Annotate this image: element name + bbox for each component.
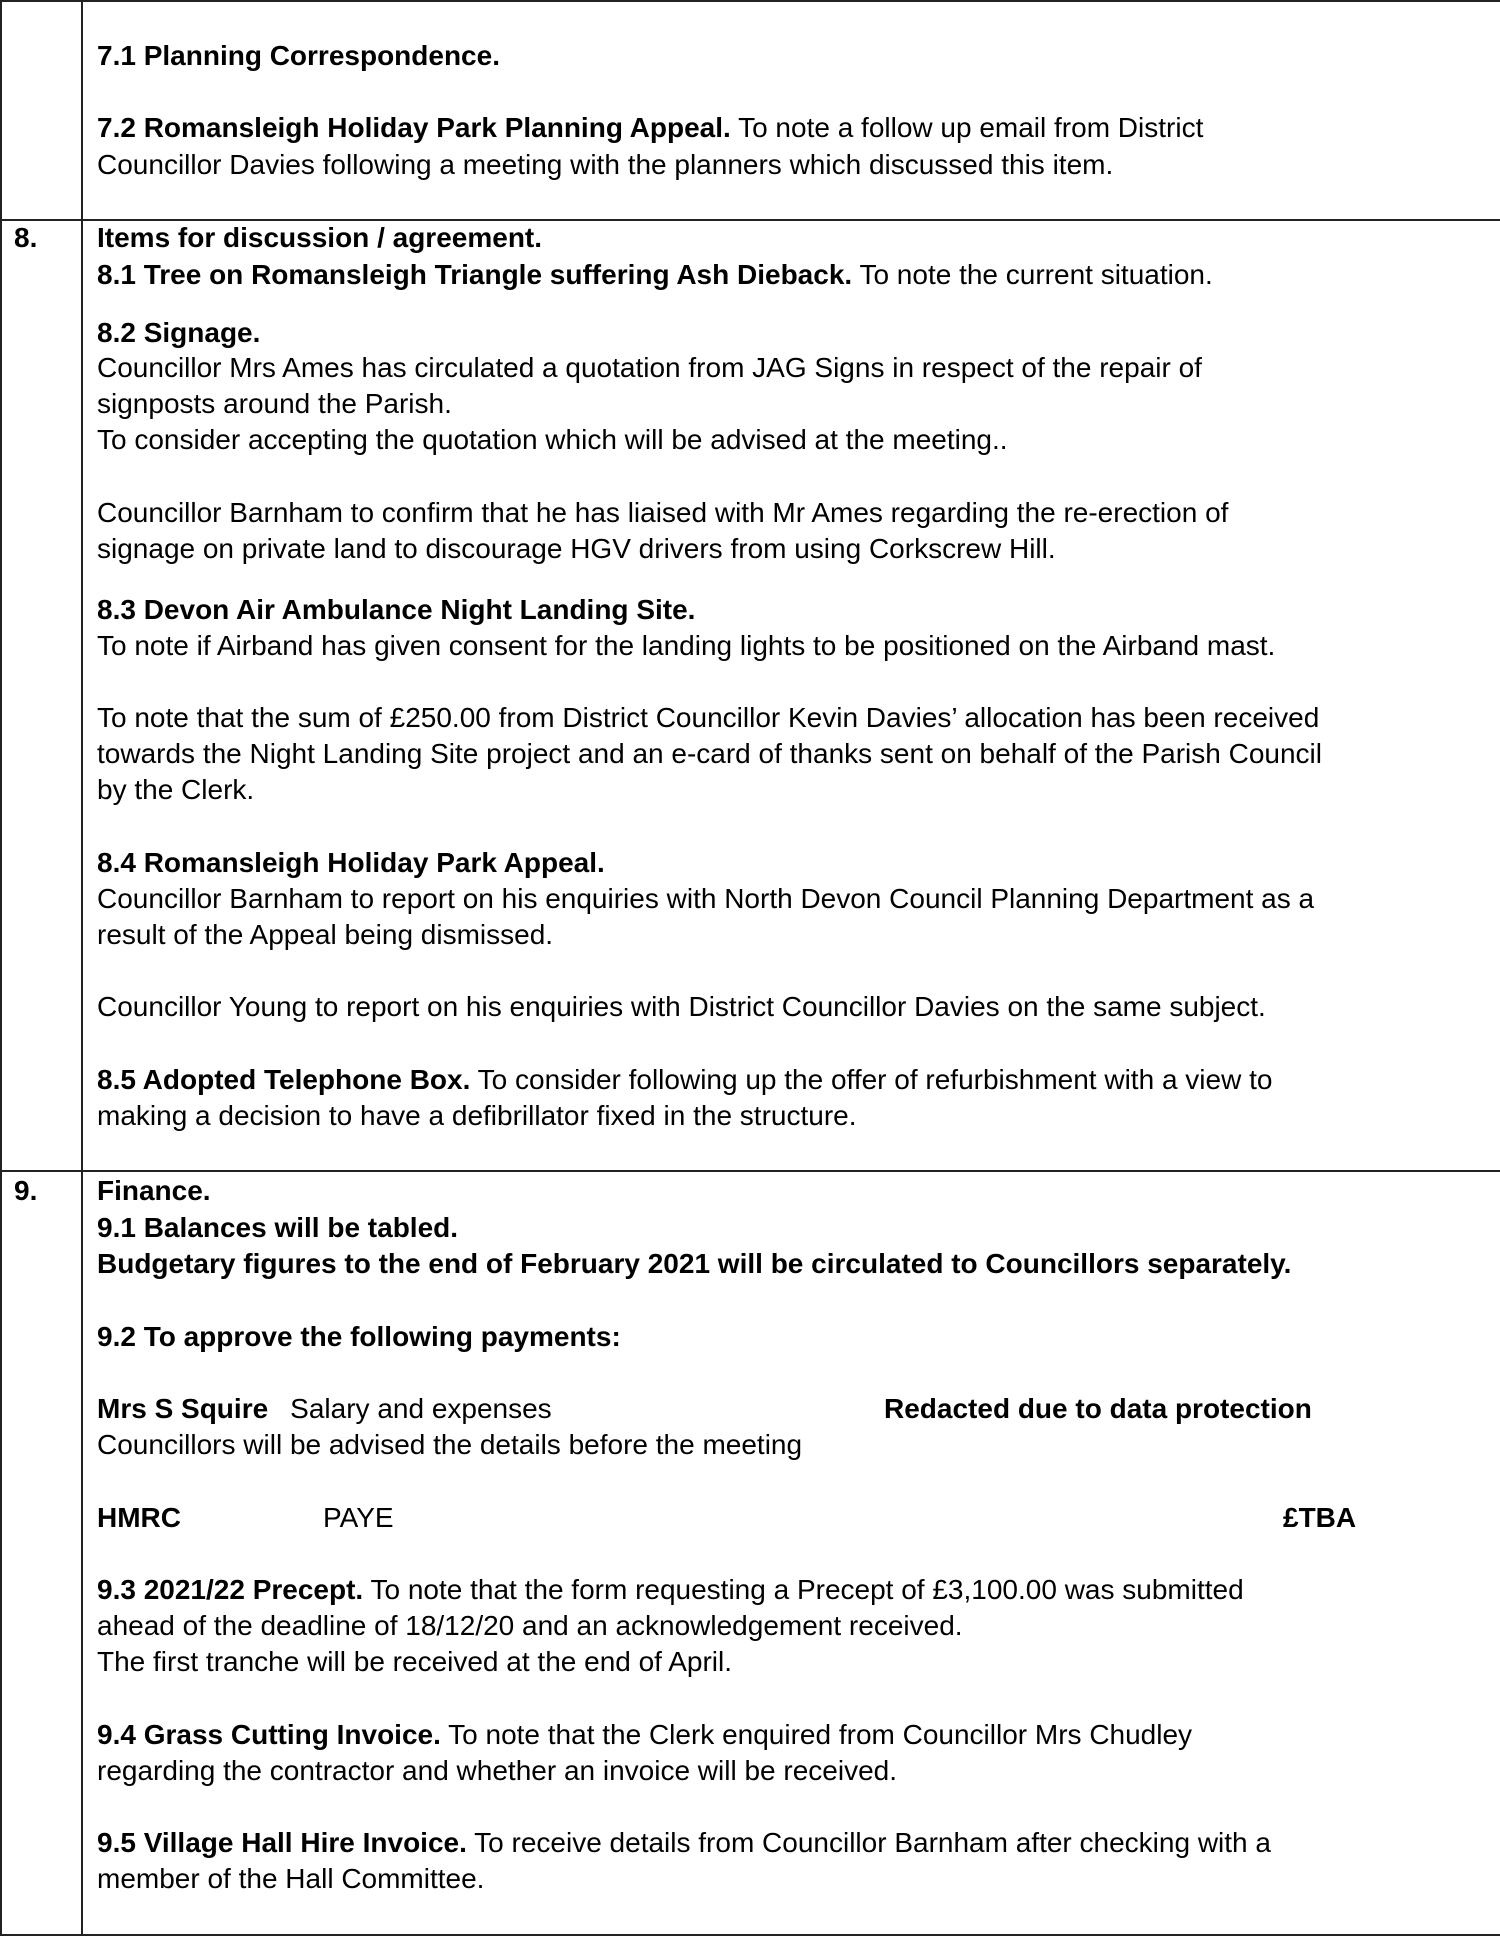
item-9-3: 9.3 2021/22 Precept. To note that the form requesting a Precept of £3,100.00 was submitted [97, 1574, 1244, 1605]
item-7-2-title: 7.2 Romansleigh Holiday Park Planning Appeal. [97, 112, 731, 143]
item-8-3-title: 8.3 Devon Air Ambulance Night Landing Site. [97, 594, 696, 625]
section-8-number: 8. [14, 222, 38, 253]
item-8-2-line: Councillor Mrs Ames has circulated a quotation from JAG Signs in respect of the repair of [97, 352, 1202, 383]
payment-note: Councillors will be advised the details before the meeting [97, 1429, 803, 1460]
item-8-3-line: towards the Night Landing Site project and an e-card of thanks sent on behalf of the Parish Council [97, 738, 1322, 769]
item-8-3-line: by the Clerk. [97, 774, 255, 805]
item-8-4-line: Councillor Young to report on his enquiries with District Councillor Davies on the same subject. [97, 991, 1266, 1022]
section-8-heading: Items for discussion / agreement. [97, 222, 543, 253]
item-9-3-line: The first tranche will be received at the end of April. [97, 1646, 732, 1677]
item-9-1-note: Budgetary figures to the end of February 2021 will be circulated to Councillors separately. [97, 1248, 1292, 1279]
item-9-5: 9.5 Village Hall Hire Invoice. To receive details from Councillor Barnham after checking with a [97, 1827, 1271, 1858]
item-9-3-line: ahead of the deadline of 18/12/20 and an acknowledgement received. [97, 1610, 963, 1641]
item-8-4-line: Councillor Barnham to report on his enquiries with North Devon Council Planning Department as a [97, 883, 1315, 914]
payment-amount: Redacted due to data protection [884, 1393, 1312, 1424]
section-9-heading: Finance. [97, 1175, 211, 1206]
item-9-3-title: 9.3 2021/22 Precept. [97, 1574, 364, 1605]
column-divider [81, 0, 83, 1936]
item-9-4-line: regarding the contractor and whether an invoice will be received. [97, 1755, 898, 1786]
item-8-2-title: 8.2 Signage. [97, 317, 261, 348]
item-8-5: 8.5 Adopted Telephone Box. To consider following up the offer of refurbishment with a view to [97, 1064, 1273, 1095]
item-8-2-line: To consider accepting the quotation which will be advised at the meeting.. [97, 424, 1008, 455]
item-9-2-title: 9.2 To approve the following payments: [97, 1321, 621, 1352]
item-8-1-title: 8.1 Tree on Romansleigh Triangle suffering Ash Dieback. [97, 259, 853, 290]
payment-payee: HMRC [97, 1502, 181, 1533]
item-8-2-line: signposts around the Parish. [97, 388, 452, 419]
item-8-4-line: result of the Appeal being dismissed. [97, 919, 554, 950]
item-8-4-title: 8.4 Romansleigh Holiday Park Appeal. [97, 847, 605, 878]
item-9-1-title: 9.1 Balances will be tabled. [97, 1212, 459, 1243]
item-8-5-line: making a decision to have a defibrillator fixed in the structure. [97, 1100, 857, 1131]
item-8-3-line: To note that the sum of £250.00 from District Councillor Kevin Davies’ allocation has been received [97, 702, 1320, 733]
section-9-number: 9. [14, 1175, 38, 1206]
item-8-3-line: To note if Airband has given consent for the landing lights to be positioned on the Airband mast. [97, 630, 1276, 661]
item-9-5-line: member of the Hall Committee. [97, 1863, 485, 1894]
item-8-2-line: Councillor Barnham to confirm that he has liaised with Mr Ames regarding the re-erection of [97, 497, 1229, 528]
payment-row [97, 1391, 552, 1427]
item-9-4: 9.4 Grass Cutting Invoice. To note that the Clerk enquired from Councillor Mrs Chudley [97, 1719, 1193, 1750]
item-9-4-title: 9.4 Grass Cutting Invoice. [97, 1719, 441, 1750]
payment-description: Salary and expenses [290, 1393, 552, 1424]
item-8-5-title: 8.5 Adopted Telephone Box. [97, 1064, 471, 1095]
payment-amount: £TBA [1283, 1502, 1357, 1533]
payment-payee: Mrs S Squire [97, 1393, 269, 1424]
item-7-1-title: 7.1 Planning Correspondence. [97, 40, 500, 71]
item-9-5-title: 9.5 Village Hall Hire Invoice. [97, 1827, 467, 1858]
row-divider-9 [0, 1170, 1500, 1172]
item-8-1: 8.1 Tree on Romansleigh Triangle suffering Ash Dieback. To note the current situation. [97, 259, 1213, 290]
item-7-2-text: Councillor Davies following a meeting with the planners which discussed this item. [97, 149, 1114, 180]
payment-description: PAYE [323, 1502, 394, 1533]
item-8-2-line: signage on private land to discourage HGV drivers from using Corkscrew Hill. [97, 533, 1056, 564]
item-7-2: 7.2 Romansleigh Holiday Park Planning Appeal. To note a follow up email from District [97, 112, 1204, 143]
row-divider-top [0, 0, 1500, 2]
